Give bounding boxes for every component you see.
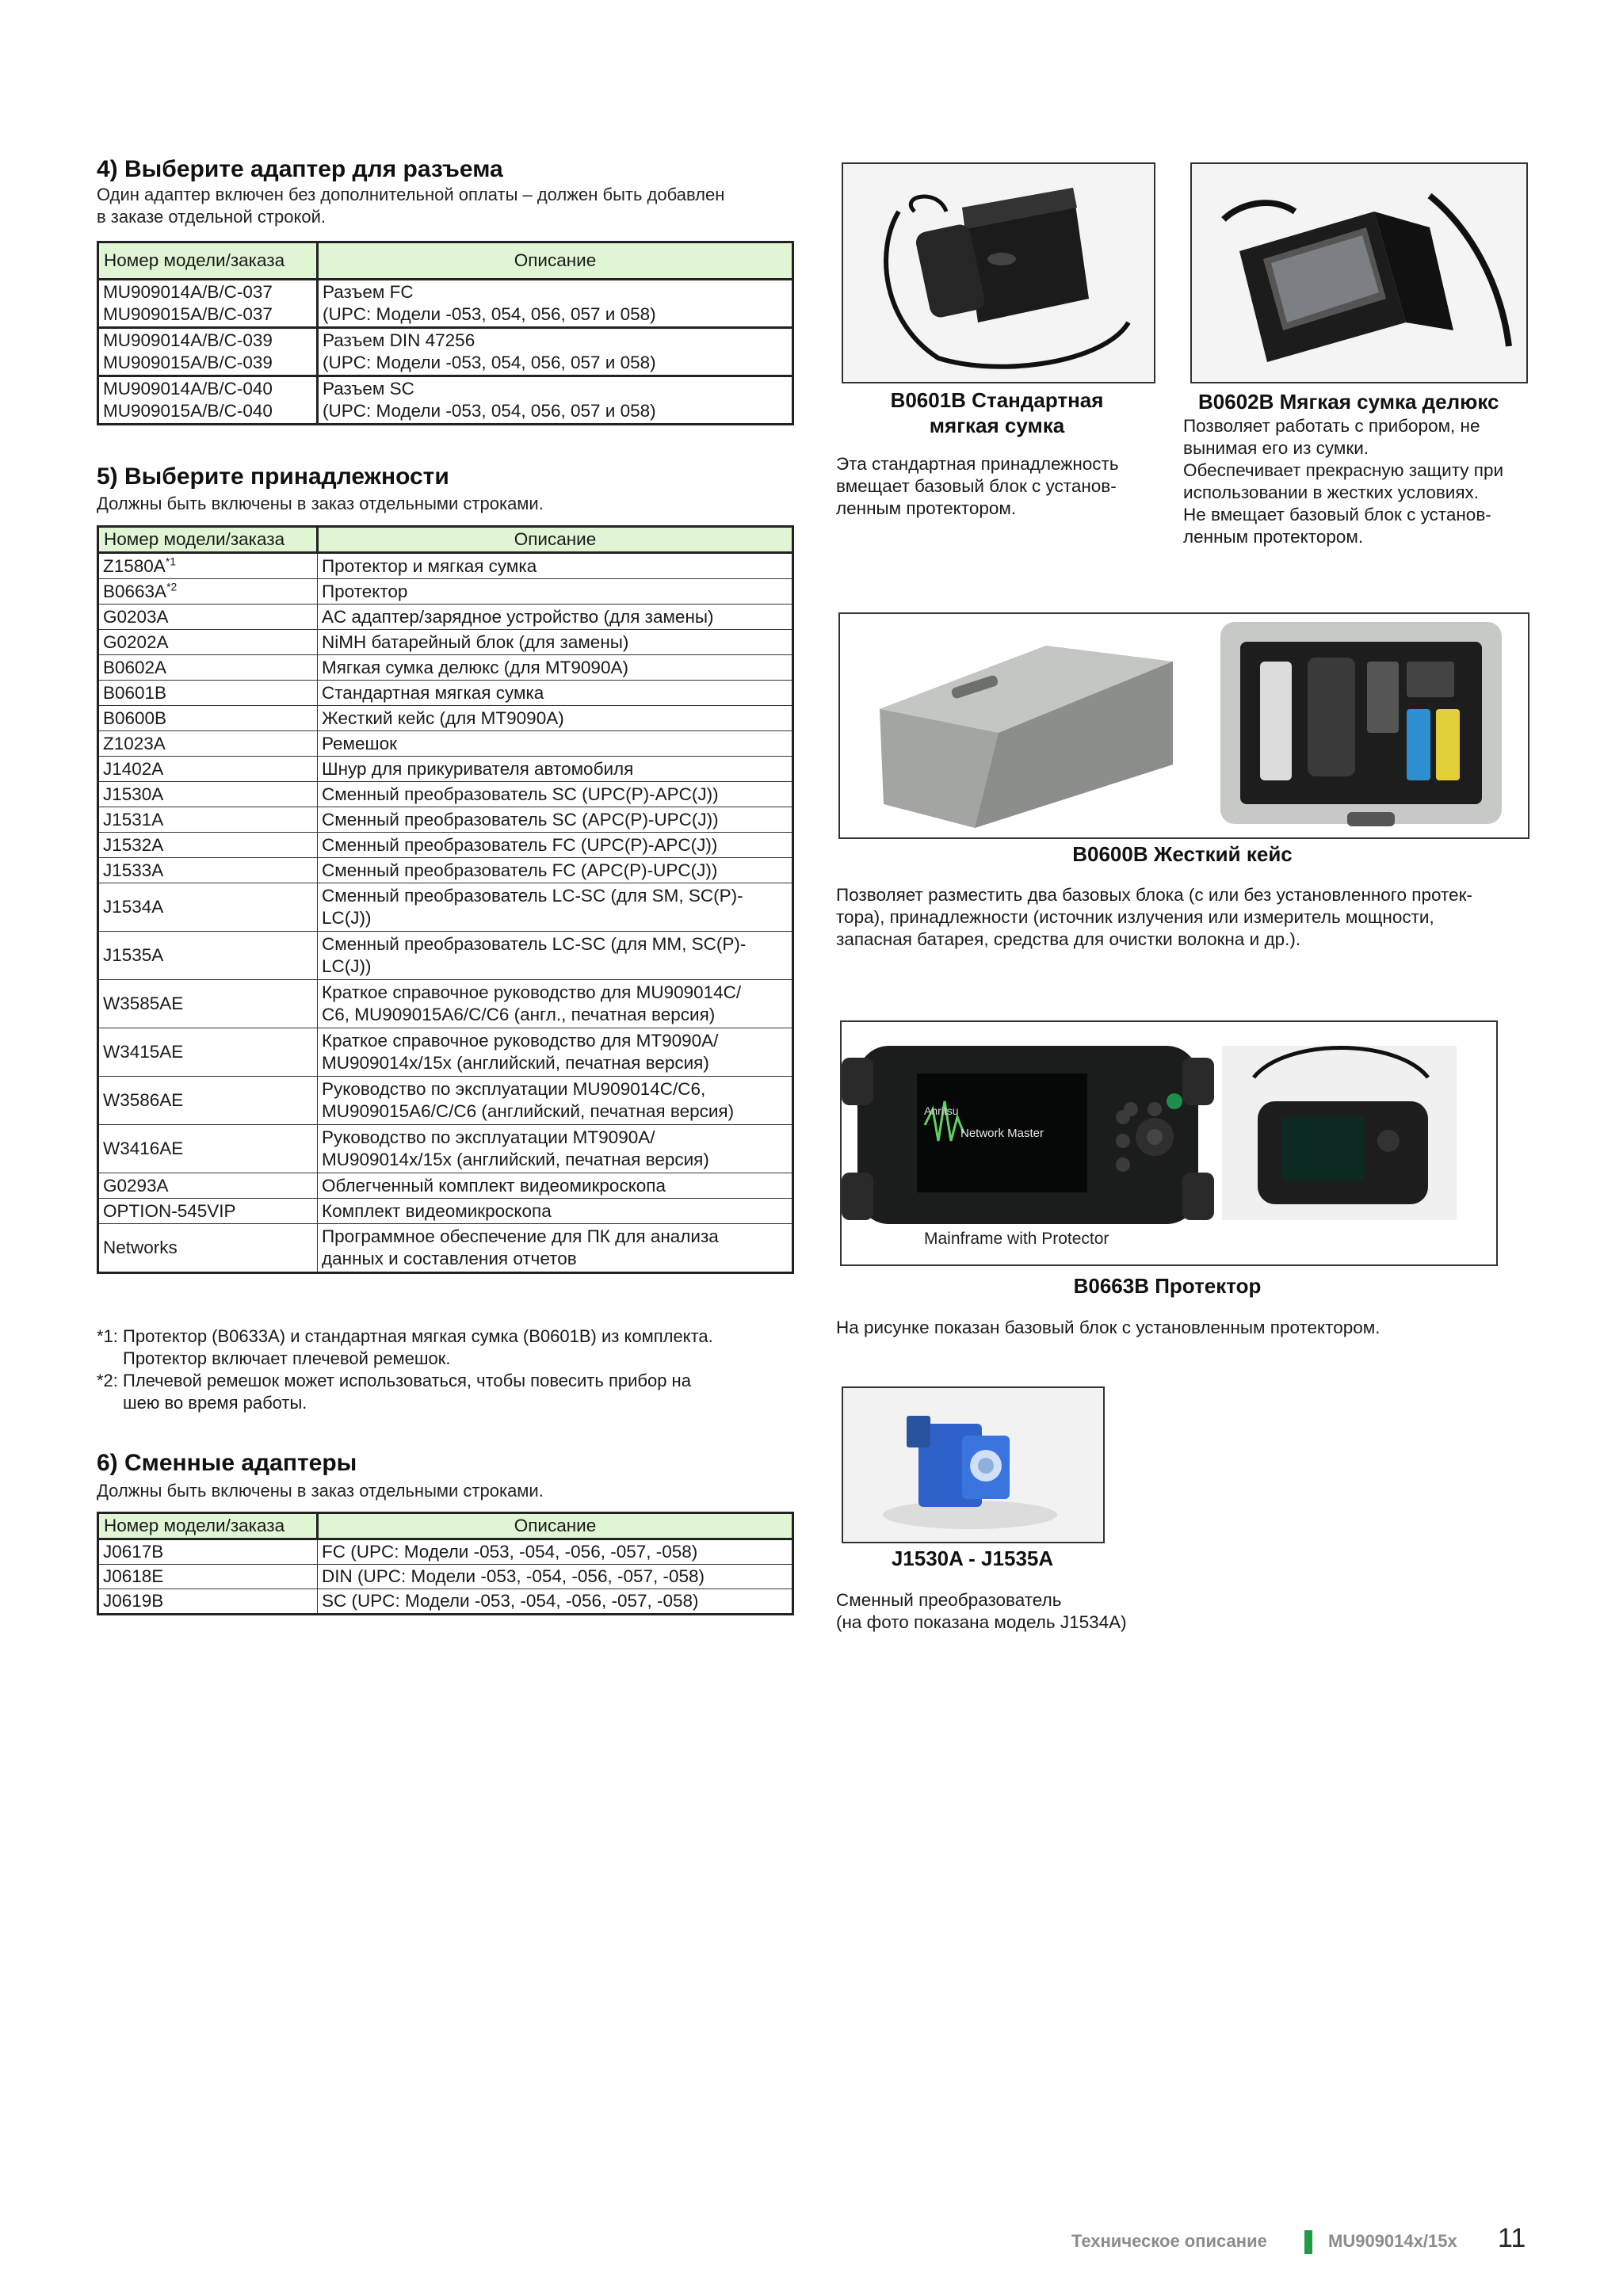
model-number: W3586AE — [103, 1090, 184, 1110]
b0600b-hard-case-photo — [838, 612, 1529, 839]
model-cell — [98, 1125, 318, 1173]
description: Мягкая сумка делюкс (для MT9090A) — [322, 658, 628, 677]
description-cell — [318, 731, 793, 757]
accessories-table — [97, 525, 794, 1274]
model-cell — [98, 1173, 318, 1199]
b0602b-description — [1183, 415, 1503, 548]
table-row — [98, 706, 793, 731]
description: Разъем FC — [323, 282, 414, 302]
model-number: MU909014A/B/C-039 — [103, 330, 273, 350]
model-cell — [98, 630, 318, 655]
description-line: запасная батарея, средства для очистки волокна и др.). — [836, 929, 1301, 949]
table-row — [98, 833, 793, 858]
j1530a-caption: J1530A - J1535A — [891, 1547, 1054, 1570]
table-header-model: Номер модели/заказа — [98, 242, 318, 280]
model-cell — [98, 932, 318, 980]
description: MU909015A6/C/C6 (английский, печатная версия) — [322, 1101, 735, 1121]
model-number: J0617B — [98, 1539, 318, 1565]
model-number: G0203A — [103, 606, 169, 627]
table-row — [98, 883, 793, 932]
model-number: J1531A — [103, 809, 164, 830]
description: MU909014x/15x (английский, печатная версия) — [322, 1053, 709, 1073]
section6-title: 6) Сменные адаптеры — [97, 1450, 357, 1476]
table-row — [98, 1589, 793, 1615]
footnote-marker: *1 — [165, 555, 177, 567]
description: Облегченный комплект видеомикроскопа — [322, 1176, 666, 1196]
description-line: Не вмещает базовый блок с установ- — [1183, 505, 1491, 524]
model-number: B0663A — [103, 581, 167, 601]
description-cell — [318, 782, 793, 807]
table-row — [98, 731, 793, 757]
description: LC(J)) — [322, 908, 372, 928]
b0601b-caption — [842, 387, 1152, 438]
model-number: B0602A — [103, 657, 167, 677]
screen-brand: Anritsu — [924, 1104, 959, 1117]
description: Шнур для прикуривателя автомобиля — [322, 759, 634, 779]
description-line: Обеспечивает прекрасную защиту при — [1183, 460, 1504, 480]
j1530a-description — [836, 1589, 1127, 1634]
model-cell — [98, 883, 318, 932]
footnote-marker: *2 — [166, 580, 178, 593]
model-cell — [98, 681, 318, 706]
description-cell — [318, 1199, 793, 1224]
description-line: вмещает базовый блок с установ- — [836, 476, 1117, 496]
description-cell — [318, 883, 793, 932]
footnote-1-line-2: Протектор включает плечевой ремешок. — [123, 1348, 451, 1368]
description-cell — [318, 706, 793, 731]
model-number: MU909015A/B/C-039 — [103, 353, 273, 372]
description: (UPC: Модели -053, 054, 056, 057 и 058) — [323, 304, 656, 324]
b0601b-soft-bag-photo — [842, 162, 1155, 383]
model-cell — [98, 1077, 318, 1125]
model-number: J1530A — [103, 784, 164, 804]
model-number: J0619B — [98, 1589, 318, 1615]
description: Стандартная мягкая сумка — [322, 683, 544, 703]
table-row — [98, 1199, 793, 1224]
description-cell — [318, 553, 793, 579]
description: FC (UPC: Модели -053, -054, -056, -057, -058) — [318, 1539, 793, 1565]
b0602b-caption: B0602B Мягкая сумка делюкс — [1198, 390, 1499, 414]
description: DIN (UPC: Модели -053, -054, -056, -057, -058) — [318, 1565, 793, 1589]
table-row — [98, 1028, 793, 1077]
description: Сменный преобразователь SC (UPC(P)-APC(J)) — [322, 784, 719, 804]
description-cell — [318, 681, 793, 706]
model-number: Z1023A — [103, 733, 166, 753]
description: NiMH батарейный блок (для замены) — [322, 632, 629, 652]
model-cell — [98, 1224, 318, 1273]
description: AC адаптер/зарядное устройство (для замены) — [322, 607, 714, 627]
section4-subtitle-2: в заказе отдельной строкой. — [97, 207, 326, 227]
table-row — [98, 681, 793, 706]
description-cell — [318, 833, 793, 858]
model-number: MU909014A/B/C-040 — [103, 379, 273, 399]
model-number: G0293A — [103, 1175, 169, 1196]
model-number: W3416AE — [103, 1138, 184, 1158]
description-cell — [318, 1224, 793, 1273]
description: Жесткий кейс (для MT9090A) — [322, 708, 564, 728]
table-row — [98, 757, 793, 782]
model-number: J1532A — [103, 834, 164, 855]
photo-label: Mainframe with Protector — [924, 1230, 1109, 1248]
section4-title: 4) Выберите адаптер для разъема — [97, 156, 503, 182]
description: Ремешок — [322, 734, 397, 753]
description-line: использовании в жестких условиях. — [1183, 482, 1480, 502]
description: Комплект видеомикроскопа — [322, 1201, 552, 1221]
model-cell — [98, 1028, 318, 1077]
model-number: J1535A — [103, 945, 164, 965]
model-number: W3415AE — [103, 1042, 184, 1062]
b0602b-deluxe-bag-photo — [1190, 162, 1528, 383]
table-row — [98, 655, 793, 681]
description-cell — [318, 605, 793, 630]
table-header-model: Номер модели/заказа — [98, 1513, 318, 1539]
table-row — [98, 1565, 793, 1589]
table-row — [98, 980, 793, 1028]
description-line: вынимая его из сумки. — [1183, 438, 1369, 458]
model-number: MU909014A/B/C-037 — [103, 282, 273, 302]
description-cell — [318, 1125, 793, 1173]
description: C6, MU909015A6/C/C6 (англ., печатная версия) — [322, 1005, 716, 1024]
deluxe-bag-image — [1192, 164, 1526, 382]
description-cell — [318, 980, 793, 1028]
model-number: G0202A — [103, 631, 169, 652]
description: Руководство по эксплуатации MT9090A/ — [322, 1127, 655, 1147]
description-line: ленным протектором. — [1183, 527, 1364, 547]
description: Программное обеспечение для ПК для анализа — [322, 1226, 719, 1246]
b0600b-description — [836, 884, 1472, 951]
description: (UPC: Модели -053, 054, 056, 057 и 058) — [323, 401, 656, 421]
model-number: MU909015A/B/C-037 — [103, 304, 273, 324]
table-row — [98, 605, 793, 630]
b0600b-caption: B0600B Жесткий кейс — [1072, 842, 1293, 866]
hard-case-image — [840, 614, 1528, 837]
description: Протектор и мягкая сумка — [322, 556, 537, 576]
model-cell — [98, 833, 318, 858]
model-number: OPTION-545VIP — [103, 1200, 236, 1221]
table-row — [98, 807, 793, 833]
model-number: MU909015A/B/C-040 — [103, 401, 273, 421]
description-cell — [318, 858, 793, 883]
footer-divider-bar — [1304, 2230, 1312, 2254]
description-line: Эта стандартная принадлежность — [836, 454, 1119, 474]
description: Сменный преобразователь FC (UPC(P)-APC(J)) — [322, 835, 718, 855]
description: Руководство по эксплуатации MU909014C/C6, — [322, 1079, 706, 1099]
description-cell — [318, 1173, 793, 1199]
adapter-image — [843, 1388, 1103, 1542]
table-header-model: Номер модели/заказа — [98, 527, 318, 553]
table-row — [98, 782, 793, 807]
j1530a-adapter-photo — [842, 1386, 1105, 1543]
table-header-description: Описание — [318, 1513, 793, 1539]
description: Краткое справочное руководство для MU909014C/ — [322, 982, 742, 1002]
replaceable-adapters-table — [97, 1512, 794, 1615]
description: MU909014x/15x (английский, печатная версия) — [322, 1150, 709, 1169]
description-cell — [318, 1028, 793, 1077]
description: Сменный преобразователь SC (APC(P)-UPC(J)) — [322, 810, 719, 830]
b0601b-caption-line-2: мягкая сумка — [929, 414, 1065, 437]
model-cell — [98, 706, 318, 731]
table-row — [98, 579, 793, 605]
description-line: Позволяет работать с прибором, не — [1183, 416, 1480, 436]
table-row — [98, 858, 793, 883]
model-cell — [98, 807, 318, 833]
model-number: B0600B — [103, 707, 167, 728]
description-cell — [318, 579, 793, 605]
table-row — [98, 328, 793, 376]
model-number: B0601B — [103, 682, 167, 703]
b0663b-protector-photo — [840, 1020, 1498, 1266]
description: Разъем SC — [323, 379, 414, 399]
table-row — [98, 1224, 793, 1273]
description: LC(J)) — [322, 956, 372, 976]
description-cell — [318, 807, 793, 833]
section4-subtitle-1: Один адаптер включен без дополнительной оплаты – должен быть добавлен — [97, 185, 725, 204]
description-cell — [318, 757, 793, 782]
model-cell — [98, 782, 318, 807]
description: SC (UPC: Модели -053, -054, -056, -057, -058) — [318, 1589, 793, 1615]
description-cell — [318, 630, 793, 655]
description-cell — [318, 655, 793, 681]
description-line: Позволяет разместить два базовых блока (с или без установленного протек- — [836, 885, 1472, 905]
model-cell — [98, 655, 318, 681]
description: (UPC: Модели -053, 054, 056, 057 и 058) — [323, 353, 656, 372]
description: Протектор — [322, 582, 408, 601]
table-row — [98, 553, 793, 579]
model-number: W3585AE — [103, 994, 184, 1013]
description: Сменный преобразователь LC-SC (для MM, SC(P)- — [322, 934, 747, 954]
mainframe-image — [842, 1022, 1496, 1264]
description-line: (на фото показана модель J1534A) — [836, 1612, 1127, 1632]
b0663b-description: На рисунке показан базовый блок с установленным протектором. — [836, 1318, 1381, 1337]
description: Сменный преобразователь FC (APC(P)-UPC(J)) — [322, 860, 718, 880]
description: Сменный преобразователь LC-SC (для SM, SC(P)- — [322, 886, 743, 906]
table-row — [98, 376, 793, 425]
table-header-description: Описание — [318, 242, 793, 280]
b0663b-caption: B0663B Протектор — [1073, 1274, 1262, 1298]
description-line: ленным протектором. — [836, 498, 1017, 518]
section5-title: 5) Выберите принадлежности — [97, 463, 449, 490]
description-line: тора), принадлежности (источник излучения или измеритель мощности, — [836, 907, 1434, 927]
model-number: Networks — [103, 1238, 178, 1257]
model-cell — [98, 757, 318, 782]
model-cell — [98, 553, 318, 579]
screen-title: Network Master — [960, 1127, 1044, 1140]
b0601b-caption-line-1: B0601B Стандартная — [890, 388, 1104, 412]
model-number: J1534A — [103, 897, 164, 917]
description-cell — [318, 932, 793, 980]
page-number: 11 — [1498, 2223, 1526, 2253]
footnote-2-line-1: *2: Плечевой ремешок может использоваться, чтобы повесить прибор на — [97, 1371, 691, 1390]
table-row — [98, 630, 793, 655]
model-cell — [98, 980, 318, 1028]
model-number: J1533A — [103, 860, 164, 880]
footer-doc-title: Техническое описание — [1071, 2231, 1267, 2251]
description-line: Сменный преобразователь — [836, 1590, 1062, 1610]
section5-subtitle: Должны быть включены в заказ отдельными строками. — [97, 494, 544, 513]
model-cell — [98, 1199, 318, 1224]
connector-adapter-table — [97, 241, 794, 425]
model-cell — [98, 605, 318, 630]
table-row — [98, 932, 793, 980]
model-number: Z1580A — [103, 555, 166, 576]
model-cell — [98, 858, 318, 883]
section6-subtitle: Должны быть включены в заказ отдельными строками. — [97, 1481, 544, 1501]
model-number: J1402A — [103, 758, 164, 779]
description: Краткое справочное руководство для MT9090A/ — [322, 1031, 719, 1051]
b0601b-description — [836, 453, 1119, 520]
table-row — [98, 1077, 793, 1125]
table-row — [98, 1539, 793, 1565]
description: Разъем DIN 47256 — [323, 330, 475, 350]
footnote-2-line-2: шею во время работы. — [123, 1393, 307, 1413]
table-header-description: Описание — [318, 527, 793, 553]
table-row — [98, 1125, 793, 1173]
model-cell — [98, 731, 318, 757]
model-cell — [98, 579, 318, 605]
description-cell — [318, 1077, 793, 1125]
model-number: J0618E — [98, 1565, 318, 1589]
footer-model: MU909014x/15x — [1328, 2231, 1457, 2251]
footnote-1-line-1: *1: Протектор (B0633A) и стандартная мягкая сумка (B0601B) из комплекта. — [97, 1326, 713, 1346]
table-row — [98, 280, 793, 328]
table-row — [98, 1173, 793, 1199]
soft-bag-image — [843, 164, 1154, 382]
description: данных и составления отчетов — [322, 1249, 577, 1268]
